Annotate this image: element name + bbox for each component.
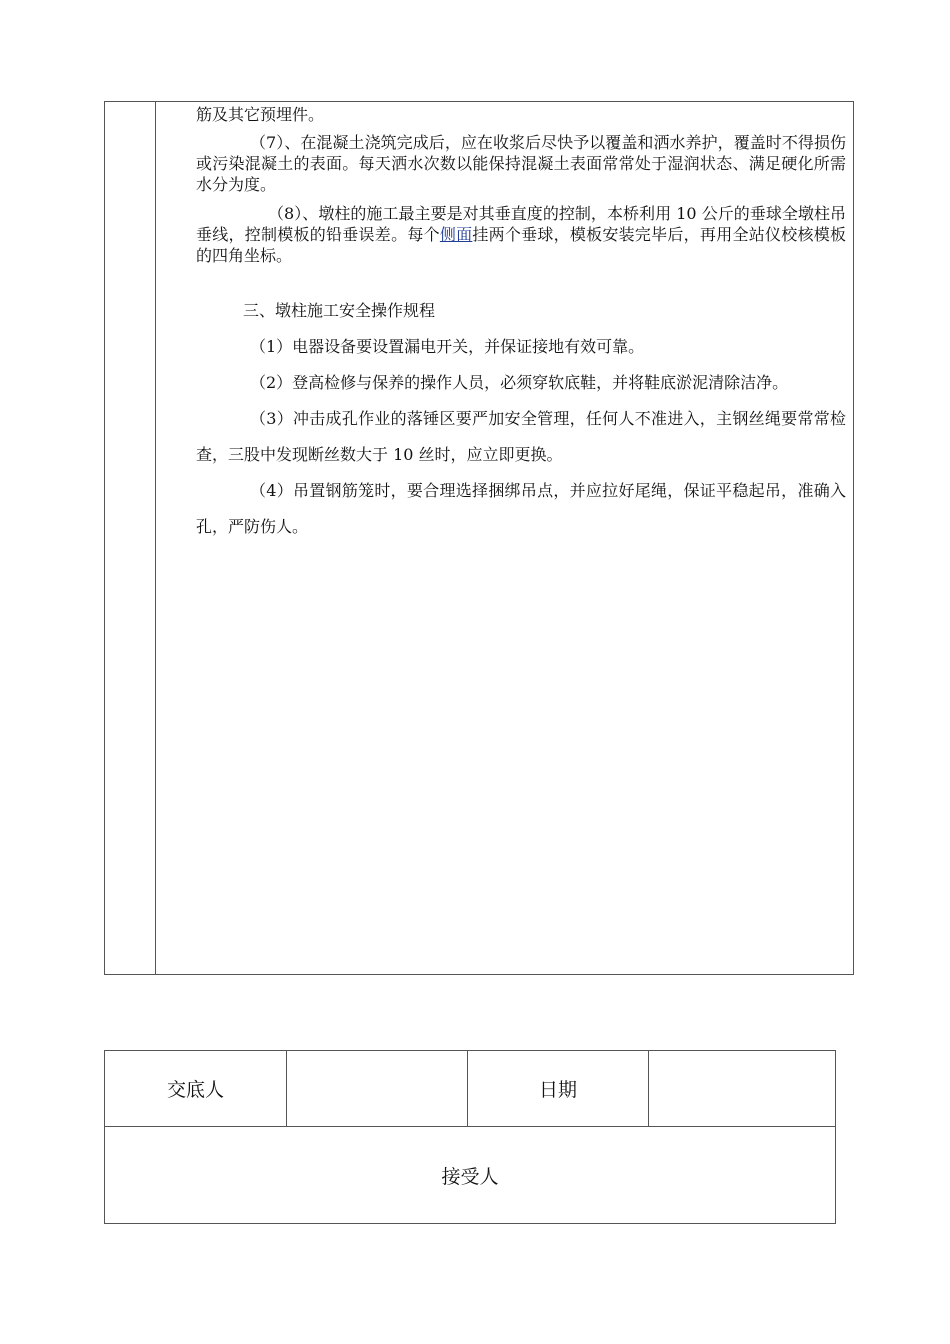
presenter-label: 交底人 bbox=[166, 1079, 224, 1101]
item-8 bbox=[196, 203, 846, 266]
rule-2: （2）登高检修与保养的操作人员，必须穿软底鞋，并将鞋底淤泥清除洁净。 bbox=[250, 373, 789, 392]
signoff-table bbox=[104, 1050, 836, 1224]
date-label: 日期 bbox=[538, 1079, 577, 1101]
presenter-value[interactable] bbox=[287, 1051, 467, 1126]
content-body bbox=[196, 102, 846, 545]
section-title: 三、墩柱施工安全操作规程 bbox=[243, 301, 436, 320]
content-table bbox=[104, 101, 854, 975]
rule-1: （1）电器设备要设置漏电开关，并保证接地有效可靠。 bbox=[250, 337, 645, 356]
item-8-text-a: （8）、墩柱的施工最主要是对其垂直度的控制，本桥利用 10 公斤的垂球全墩柱吊垂线，控制模板的铅垂误差。每个 bbox=[196, 204, 846, 244]
signoff-row bbox=[105, 1051, 835, 1127]
receiver-label: 接受人 bbox=[441, 1166, 499, 1188]
side-link[interactable]: 侧面 bbox=[439, 225, 473, 244]
label-column bbox=[105, 102, 156, 974]
item-8-text-b: 挂两个垂球，模板安装完毕后，再用全站仪校核模板的四角坐标。 bbox=[196, 225, 846, 265]
text-line: 筋及其它预埋件。 bbox=[196, 105, 325, 124]
date-value[interactable] bbox=[649, 1051, 835, 1126]
item-7: （7）、在混凝土浇筑完成后，应在收浆后尽快予以覆盖和洒水养护，覆盖时不得损伤或污染混凝土的表面。每天洒水次数以能保持混凝土表面常常处于湿润状态、满足硬化所需水分为度。 bbox=[196, 133, 846, 194]
rule-4: （4）吊置钢筋笼时，要合理选择捆绑吊点，并应拉好尾绳，保证平稳起吊，准确入孔，严防伤人。 bbox=[196, 481, 846, 536]
rule-3: （3）冲击成孔作业的落锤区要严加安全管理，任何人不准进入，主钢丝绳要常常检查，三股中发现断丝数大于 10 丝时，应立即更换。 bbox=[196, 409, 846, 464]
